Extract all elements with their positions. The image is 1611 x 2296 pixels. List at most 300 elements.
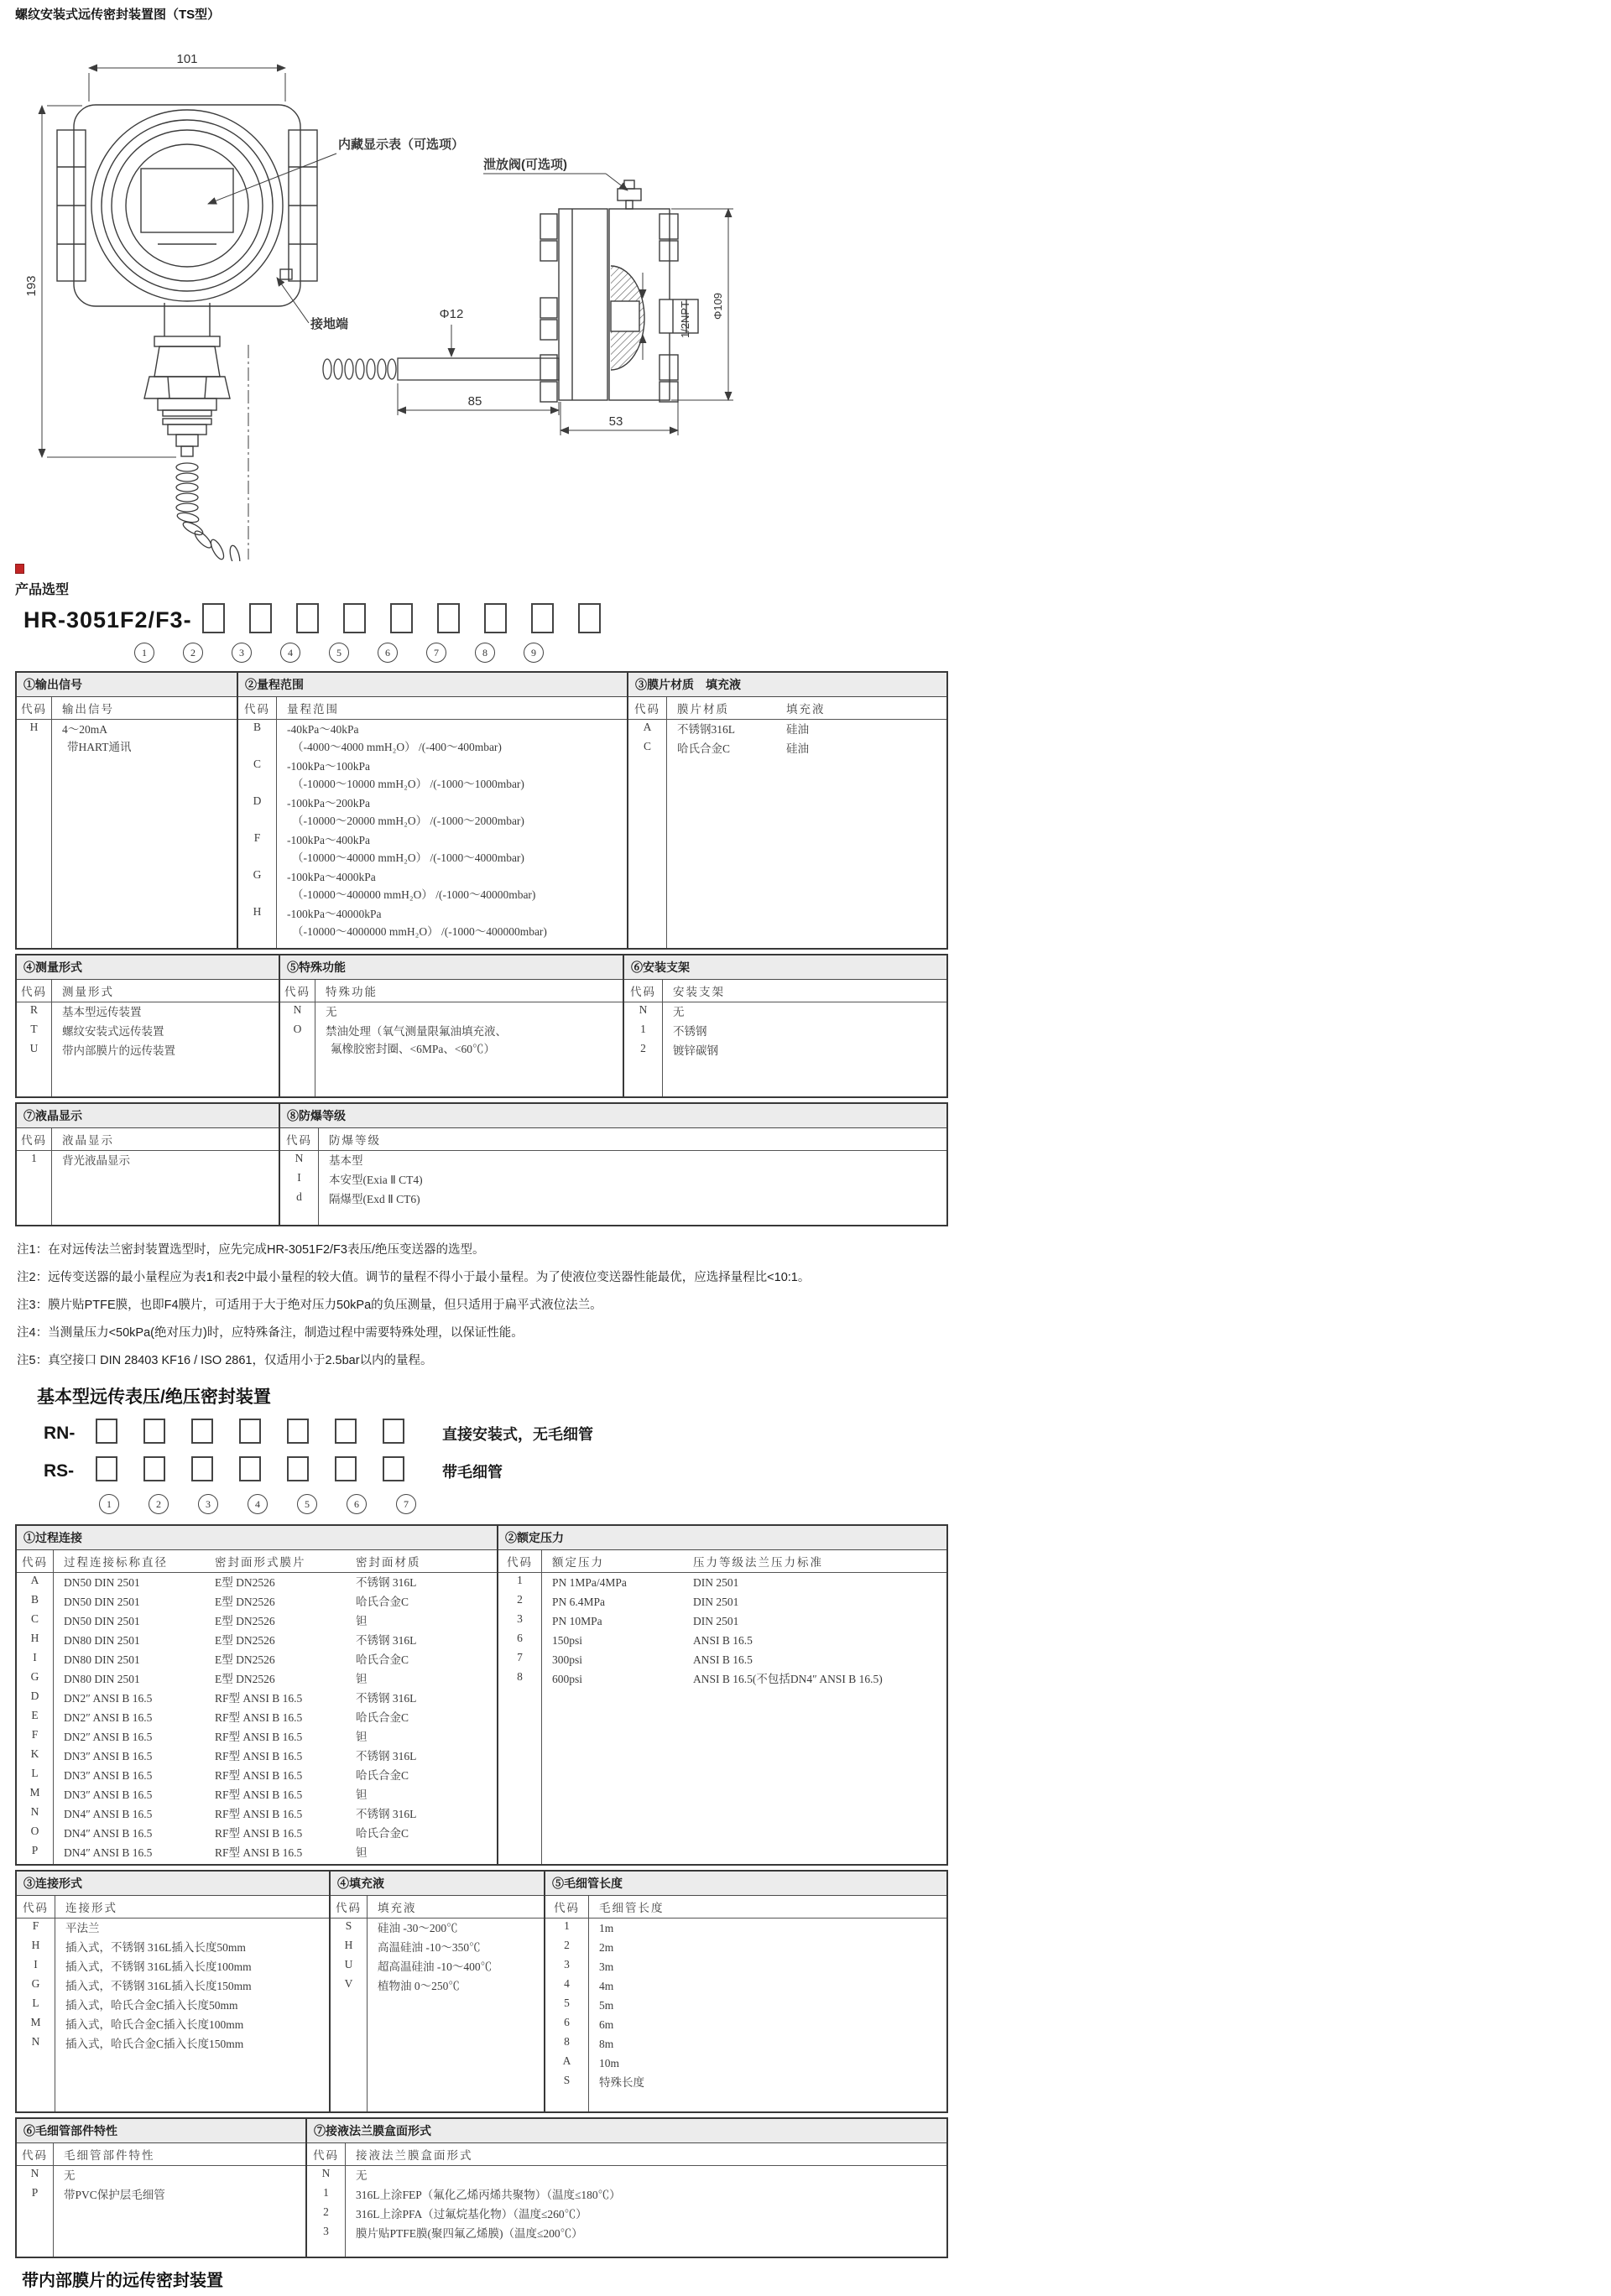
table-rated-pressure (497, 1526, 946, 1864)
table-cell: 平法兰 (65, 1922, 100, 1934)
dim-phi109: Φ109 (712, 292, 724, 320)
table-cell: 哈氏合金C (677, 742, 731, 755)
code-cell: 6 (498, 1631, 542, 1650)
rn-prefix: RN- (44, 1423, 76, 1443)
filler-cell (667, 758, 946, 948)
table-header-row (17, 1550, 497, 1573)
section-title: ⑥安装支架 (624, 955, 946, 980)
flange-side-view (540, 180, 698, 402)
bottom-heading: 带内部膜片的远传密封装置 (22, 2272, 223, 2290)
table-row (17, 2166, 305, 2185)
column-header: 毛细管部件特性 (64, 2149, 155, 2162)
table-cell: 钽 (356, 1615, 368, 1627)
table-row (17, 1766, 497, 1785)
table-row (17, 1592, 497, 1611)
table-cell: RF型 ANSI B 16.5 (215, 1711, 303, 1724)
table-cell: 禁油处理（氧气测量限氟油填充液、 氟橡胶密封圈、<6MPa、<60℃） (326, 1025, 507, 1055)
code-cell: 1 (545, 1919, 589, 1938)
filler-cell (55, 2054, 329, 2111)
column-header: 膜片材质 (677, 703, 729, 716)
table-row (17, 2034, 329, 2054)
table-cell: 钽 (356, 1673, 368, 1685)
code-cell: S (331, 1919, 368, 1938)
table-row (280, 1170, 946, 1190)
table-cell: E型 DN2526 (215, 1615, 275, 1627)
table-row (238, 720, 627, 757)
table-cell: DIN 2501 (693, 1596, 739, 1608)
table-row (307, 2166, 946, 2185)
table-row (17, 1041, 279, 1060)
position-number: 7 (426, 643, 446, 663)
table-cell: 哈氏合金C (356, 1653, 409, 1666)
vent-valve (618, 189, 641, 200)
table-range (237, 673, 627, 948)
code-cell: N (280, 1151, 319, 1170)
table-row (238, 867, 627, 904)
code-cell: U (331, 1957, 368, 1976)
table-block-1 (15, 671, 948, 950)
code-box (143, 1456, 165, 1481)
column-header: 量程范围 (287, 703, 339, 716)
table-row (498, 1631, 946, 1650)
table-diaphragm-material (627, 673, 946, 948)
table-row (545, 1996, 946, 2015)
section-title: ④测量形式 (17, 955, 279, 980)
filler-code-cell (238, 941, 277, 948)
table-cell: DN50 DIN 2501 (64, 1596, 140, 1608)
filler-code-cell (17, 757, 52, 948)
label-vent: 泄放阀(可选项) (483, 158, 567, 172)
filler-cell (663, 1060, 946, 1096)
table-row (17, 1938, 329, 1957)
code-cell: 1 (17, 1151, 52, 1170)
table-row (17, 1957, 329, 1976)
rn-label: 直接安装式，无毛细管 (442, 1425, 593, 1443)
code-cell: H (17, 1631, 54, 1650)
code-cell: 1 (498, 1573, 542, 1592)
table-block-5 (15, 1870, 948, 2113)
table-cell: 钽 (356, 1731, 368, 1743)
filler-code-cell (17, 1060, 52, 1096)
position-numbers-row (15, 643, 953, 663)
position-number: 6 (378, 643, 398, 663)
model-code-row (23, 603, 953, 638)
code-cell: N (17, 2166, 54, 2185)
code-cell: L (17, 1996, 55, 2015)
table-row (17, 1747, 497, 1766)
table-special-function (279, 955, 623, 1096)
code-cell: 3 (498, 1611, 542, 1631)
code-box (437, 603, 460, 633)
code-box (484, 603, 507, 633)
code-cell: 5 (545, 1996, 589, 2015)
position-number: 4 (248, 1494, 268, 1514)
filler-cell (368, 1996, 544, 2111)
code-box (335, 1456, 357, 1481)
table-filler (498, 1689, 946, 1864)
table-header-row (238, 697, 627, 720)
table-cell: RF型 ANSI B 16.5 (215, 1769, 303, 1782)
table-row (331, 1957, 544, 1976)
notes-list (17, 1237, 953, 1375)
code-box (96, 1419, 117, 1444)
table-cell: 150psi (552, 1634, 583, 1647)
filler-code-cell (331, 1996, 368, 2111)
code-cell: L (17, 1766, 54, 1785)
column-header: 代码 (331, 1896, 368, 1918)
code-box (249, 603, 272, 633)
code-cell: T (17, 1022, 52, 1041)
code-cell: 3 (545, 1957, 589, 1976)
position-number: 6 (347, 1494, 367, 1514)
code-cell: C (628, 739, 667, 758)
code-cell: N (307, 2166, 346, 2185)
table-cell: 4m (599, 1980, 614, 1992)
table-cell: E型 DN2526 (215, 1634, 275, 1647)
code-cell: M (17, 1785, 54, 1804)
code-cell: H (17, 1938, 55, 1957)
table-row (331, 1938, 544, 1957)
code-cell: B (238, 720, 277, 757)
column-header: 毛细管长度 (599, 1902, 665, 1914)
table-row (17, 1669, 497, 1689)
table-cell: 带内部膜片的远传装置 (62, 1044, 175, 1057)
dim-phi12: Φ12 (439, 307, 464, 321)
dim-npt: 1/2NPT (679, 300, 691, 339)
column-header: 连接形式 (65, 1902, 117, 1914)
table-cell: DN4″ ANSI B 16.5 (64, 1827, 153, 1840)
position-number: 3 (232, 643, 252, 663)
code-box (202, 603, 225, 633)
code-box (578, 603, 601, 633)
code-cell: H (17, 720, 52, 757)
table-cell: 316L上涂PFA（过氟烷基化物）（温度≤260℃） (356, 2208, 587, 2221)
table-cell: 6m (599, 2018, 614, 2031)
section-title: ⑥毛细管部件特性 (17, 2119, 305, 2143)
code-box (343, 603, 366, 633)
code-cell: M (17, 2015, 55, 2034)
column-header: 代码 (17, 697, 52, 719)
table-block-4 (15, 1524, 948, 1866)
table-cell: 超高温硅油 -10～400℃ (378, 1960, 493, 1973)
table-cell: 高温硅油 -10～350℃ (378, 1941, 481, 1954)
table-cell: 插入式，哈氏合金C插入长度50mm (65, 1999, 238, 2012)
code-box (383, 1419, 404, 1444)
table-row (17, 1843, 497, 1862)
filler-cell (589, 2092, 946, 2111)
table-cell: 插入式，不锈钢 316L插入长度50mm (65, 1941, 246, 1954)
table-row (545, 2054, 946, 2073)
filler-cell (52, 1060, 279, 1096)
code-cell: C (238, 757, 277, 794)
rn-code-boxes (96, 1419, 430, 1448)
base-type-heading: 基本型远传表压/绝压密封装置 (37, 1387, 271, 1407)
red-marker-icon (15, 564, 24, 574)
ground-terminal (280, 269, 292, 279)
column-header: 代码 (498, 1550, 542, 1572)
table-cell: DN3″ ANSI B 16.5 (64, 1769, 153, 1782)
table-cell: -100kPa～40000kPa （-10000～4000000 mmH₂O） /(-1000～400000mbar) (287, 908, 547, 938)
code-cell: N (17, 1804, 54, 1824)
code-cell: V (331, 1976, 368, 1996)
table-row (498, 1573, 946, 1592)
table-cell: -40kPa～40kPa （-4000～4000 mmH₂O） /(-400～400mbar) (287, 723, 502, 753)
table-row (498, 1592, 946, 1611)
table-row (624, 1022, 946, 1041)
filler-code-cell (498, 1689, 542, 1864)
code-box (239, 1419, 261, 1444)
column-header: 代码 (17, 1896, 55, 1918)
code-box (531, 603, 554, 633)
note-1: 注1：在对远传法兰密封装置选型时，应先完成HR-3051F2/F3表压/绝压变送器的选型。 (17, 1243, 485, 1257)
table-cell: 基本型远传装置 (62, 1006, 142, 1018)
table-cell: 1m (599, 1922, 614, 1934)
table-row (307, 2224, 946, 2243)
section-title: ③连接形式 (17, 1872, 329, 1896)
position-number: 2 (149, 1494, 169, 1514)
rs-prefix: RS- (44, 1460, 75, 1481)
table-cell: RF型 ANSI B 16.5 (215, 1692, 303, 1705)
table-cell: E型 DN2526 (215, 1576, 275, 1589)
code-box (383, 1456, 404, 1481)
code-cell: I (17, 1957, 55, 1976)
lcd-display-window (141, 169, 233, 232)
rs-code-row (44, 1456, 953, 1486)
column-header: 额定压力 (552, 1556, 604, 1569)
table-cell: 插入式，哈氏合金C插入长度150mm (65, 2038, 244, 2050)
table-cell: DN2″ ANSI B 16.5 (64, 1692, 153, 1705)
position-numbers-row-7 (15, 1494, 953, 1514)
table-header-row (624, 980, 946, 1002)
code-cell: 1 (307, 2185, 346, 2205)
table-row (17, 720, 237, 757)
code-cell: O (17, 1824, 54, 1843)
table-cell: RF型 ANSI B 16.5 (215, 1731, 303, 1743)
table-cell: 本安型(Exia Ⅱ CT4) (329, 1174, 423, 1186)
table-cell: -100kPa～200kPa （-10000～20000 mmH₂O） /(-1000～2000mbar) (287, 797, 524, 827)
table-cell: DN3″ ANSI B 16.5 (64, 1750, 153, 1762)
table-cell: RF型 ANSI B 16.5 (215, 1846, 303, 1859)
table-row (628, 739, 946, 758)
code-cell: F (17, 1727, 54, 1747)
section-title: ④填充液 (331, 1872, 544, 1896)
table-cell: 插入式，不锈钢 316L插入长度150mm (65, 1980, 252, 1992)
table-cell: 膜片贴PTFE膜(聚四氟乙烯膜)（温度≤200℃） (356, 2227, 583, 2240)
table-cell: DN50 DIN 2501 (64, 1615, 140, 1627)
table-header-row (17, 980, 279, 1002)
code-cell: 2 (307, 2205, 346, 2224)
table-cell: -100kPa～100kPa （-10000～10000 mmH₂O） /(-1000～1000mbar) (287, 760, 524, 790)
table-capillary-length (544, 1872, 946, 2111)
table-cell: 不锈钢 (673, 1025, 707, 1038)
table-cell: DIN 2501 (693, 1615, 739, 1627)
table-cell: 哈氏合金C (356, 1711, 409, 1724)
table-block-6 (15, 2117, 948, 2258)
table-filler (17, 1862, 497, 1864)
column-header: 测量形式 (62, 986, 114, 998)
filler-code-cell (17, 1170, 52, 1225)
table-cell: 无 (356, 2169, 368, 2182)
table-cell: ANSI B 16.5(不包括DN4″ ANSI B 16.5) (693, 1673, 883, 1685)
table-cell: 插入式，不锈钢 316L插入长度100mm (65, 1960, 252, 1973)
table-row (17, 1151, 279, 1170)
column-header: 代码 (17, 1128, 52, 1150)
dim-193: 193 (24, 275, 39, 297)
code-box (335, 1419, 357, 1444)
code-cell: B (17, 1592, 54, 1611)
column-header: 密封面材质 (356, 1556, 421, 1569)
section-title: ⑧防爆等级 (280, 1104, 946, 1128)
document-page (15, 5, 953, 2291)
code-cell: D (238, 794, 277, 830)
table-filler (280, 1059, 623, 1096)
table-cell: 316L上涂FEP（氟化乙烯丙烯共聚物）（温度≤180℃） (356, 2189, 621, 2201)
position-number: 2 (183, 643, 203, 663)
table-cell: 不锈钢 316L (356, 1634, 417, 1647)
column-header: 代码 (280, 1128, 319, 1150)
code-cell: F (17, 1919, 55, 1938)
table-row (17, 1824, 497, 1843)
filler-code-cell (17, 1862, 54, 1864)
column-header: 代码 (280, 980, 315, 1002)
table-row (17, 1611, 497, 1631)
code-box (191, 1419, 213, 1444)
note-3: 注3：膜片贴PTFE膜，也即F4膜片，可适用于大于绝对压力50kPa的负压测量，但只适用于扁平式液位法兰。 (17, 1299, 602, 1312)
table-cell: 硅油 (786, 742, 809, 755)
table-row (17, 2015, 329, 2034)
table-row (280, 1022, 623, 1059)
code-cell: O (280, 1022, 315, 1059)
column-header: 代码 (17, 980, 52, 1002)
table-cell: 600psi (552, 1673, 583, 1685)
table-cell: ANSI B 16.5 (693, 1653, 753, 1666)
table-process-connection (17, 1526, 497, 1864)
table-wetted-flange-face (305, 2119, 946, 2257)
table-cell: 哈氏合金C (356, 1596, 409, 1608)
table-filler (238, 941, 627, 948)
column-header: 密封面形式膜片 (215, 1556, 306, 1569)
product-selection-heading: 产品选型 (15, 583, 70, 597)
filler-cell (542, 1689, 946, 1864)
filler-code-cell (545, 2092, 589, 2111)
table-lcd-display (17, 1104, 279, 1225)
table-cell: 8m (599, 2038, 614, 2050)
label-ground: 接地端 (310, 317, 349, 331)
position-number: 3 (198, 1494, 218, 1514)
table-cell: 插入式，哈氏合金C插入长度100mm (65, 2018, 244, 2031)
table-cell: 5m (599, 1999, 614, 2012)
table-cell: 带PVC保护层毛细管 (64, 2189, 165, 2201)
code-cell: E (17, 1708, 54, 1727)
section-title: ⑦接液法兰膜盒面形式 (307, 2119, 946, 2143)
code-cell: K (17, 1747, 54, 1766)
column-header: 代码 (17, 2143, 54, 2165)
table-header-row (17, 2143, 305, 2166)
table-cell: 无 (326, 1006, 337, 1018)
table-row (17, 1785, 497, 1804)
code-cell: H (238, 904, 277, 941)
table-filler (624, 1060, 946, 1096)
table-row (498, 1611, 946, 1631)
table-row (498, 1669, 946, 1689)
table-row (238, 830, 627, 867)
code-cell: G (17, 1976, 55, 1996)
code-cell: H (331, 1938, 368, 1957)
table-cell: 无 (64, 2169, 76, 2182)
table-cell: -100kPa～400kPa （-10000～40000 mmH₂O） /(-1000～4000mbar) (287, 834, 524, 864)
code-cell: 2 (498, 1592, 542, 1611)
table-cell: 硅油 (786, 723, 809, 736)
table-row (17, 1976, 329, 1996)
section-title: ②额定压力 (498, 1526, 946, 1550)
table-header-row (280, 980, 623, 1002)
code-cell: 4 (545, 1976, 589, 1996)
table-cell: 隔爆型(Exd Ⅱ CT6) (329, 1193, 420, 1205)
table-row (17, 1727, 497, 1747)
table-row (17, 1919, 329, 1938)
section-title: ⑤特殊功能 (280, 955, 623, 980)
table-cell: RF型 ANSI B 16.5 (215, 1750, 303, 1762)
table-cell: 硅油 -30～200℃ (378, 1922, 458, 1934)
table-cell: 4～20mA 带HART通讯 (62, 723, 132, 753)
table-cell: DIN 2501 (693, 1576, 739, 1589)
drawing-title: 螺纹安装式远传密封装置图（TS型） (15, 8, 221, 22)
code-cell: I (17, 1650, 54, 1669)
code-box (296, 603, 319, 633)
code-cell: P (17, 1843, 54, 1862)
dim-53: 53 (608, 414, 623, 429)
table-cell: -100kPa～4000kPa （-10000～400000 mmH₂O） /(-1000～40000mbar) (287, 871, 536, 901)
dim-85: 85 (467, 394, 482, 409)
table-cell: 300psi (552, 1653, 583, 1666)
code-cell: D (17, 1689, 54, 1708)
table-cell: 不锈钢 316L (356, 1750, 417, 1762)
code-cell: I (280, 1170, 319, 1190)
position-number: 1 (99, 1494, 119, 1514)
table-cell: DN80 DIN 2501 (64, 1634, 140, 1647)
table-cell: DN3″ ANSI B 16.5 (64, 1788, 153, 1801)
table-row (17, 1573, 497, 1592)
column-header: 代码 (238, 697, 277, 719)
code-cell: A (628, 720, 667, 739)
column-header: 代码 (307, 2143, 346, 2165)
table-row (17, 2185, 305, 2205)
table-cell: DN4″ ANSI B 16.5 (64, 1808, 153, 1820)
code-cell: 2 (624, 1041, 663, 1060)
code-box (239, 1456, 261, 1481)
filler-cell (277, 941, 627, 948)
table-row (331, 1976, 544, 1996)
table-row (545, 2034, 946, 2054)
table-row (17, 1631, 497, 1650)
column-header: 代码 (628, 697, 667, 719)
code-cell: C (17, 1611, 54, 1631)
rs-label: 带毛细管 (442, 1463, 503, 1481)
column-header: 代码 (17, 1550, 54, 1572)
table-header-row (17, 697, 237, 720)
section-title: ③膜片材质 填充液 (628, 673, 946, 697)
table-row (628, 720, 946, 739)
table-cell: RF型 ANSI B 16.5 (215, 1827, 303, 1840)
table-cell: 哈氏合金C (356, 1769, 409, 1782)
table-header-row (280, 1128, 946, 1151)
column-header: 代码 (545, 1896, 589, 1918)
table-cell: 不锈钢316L (677, 723, 735, 736)
table-cell: 不锈钢 316L (356, 1692, 417, 1705)
section-title: ①输出信号 (17, 673, 237, 697)
filler-code-cell (307, 2243, 346, 2257)
table-row (545, 1976, 946, 1996)
